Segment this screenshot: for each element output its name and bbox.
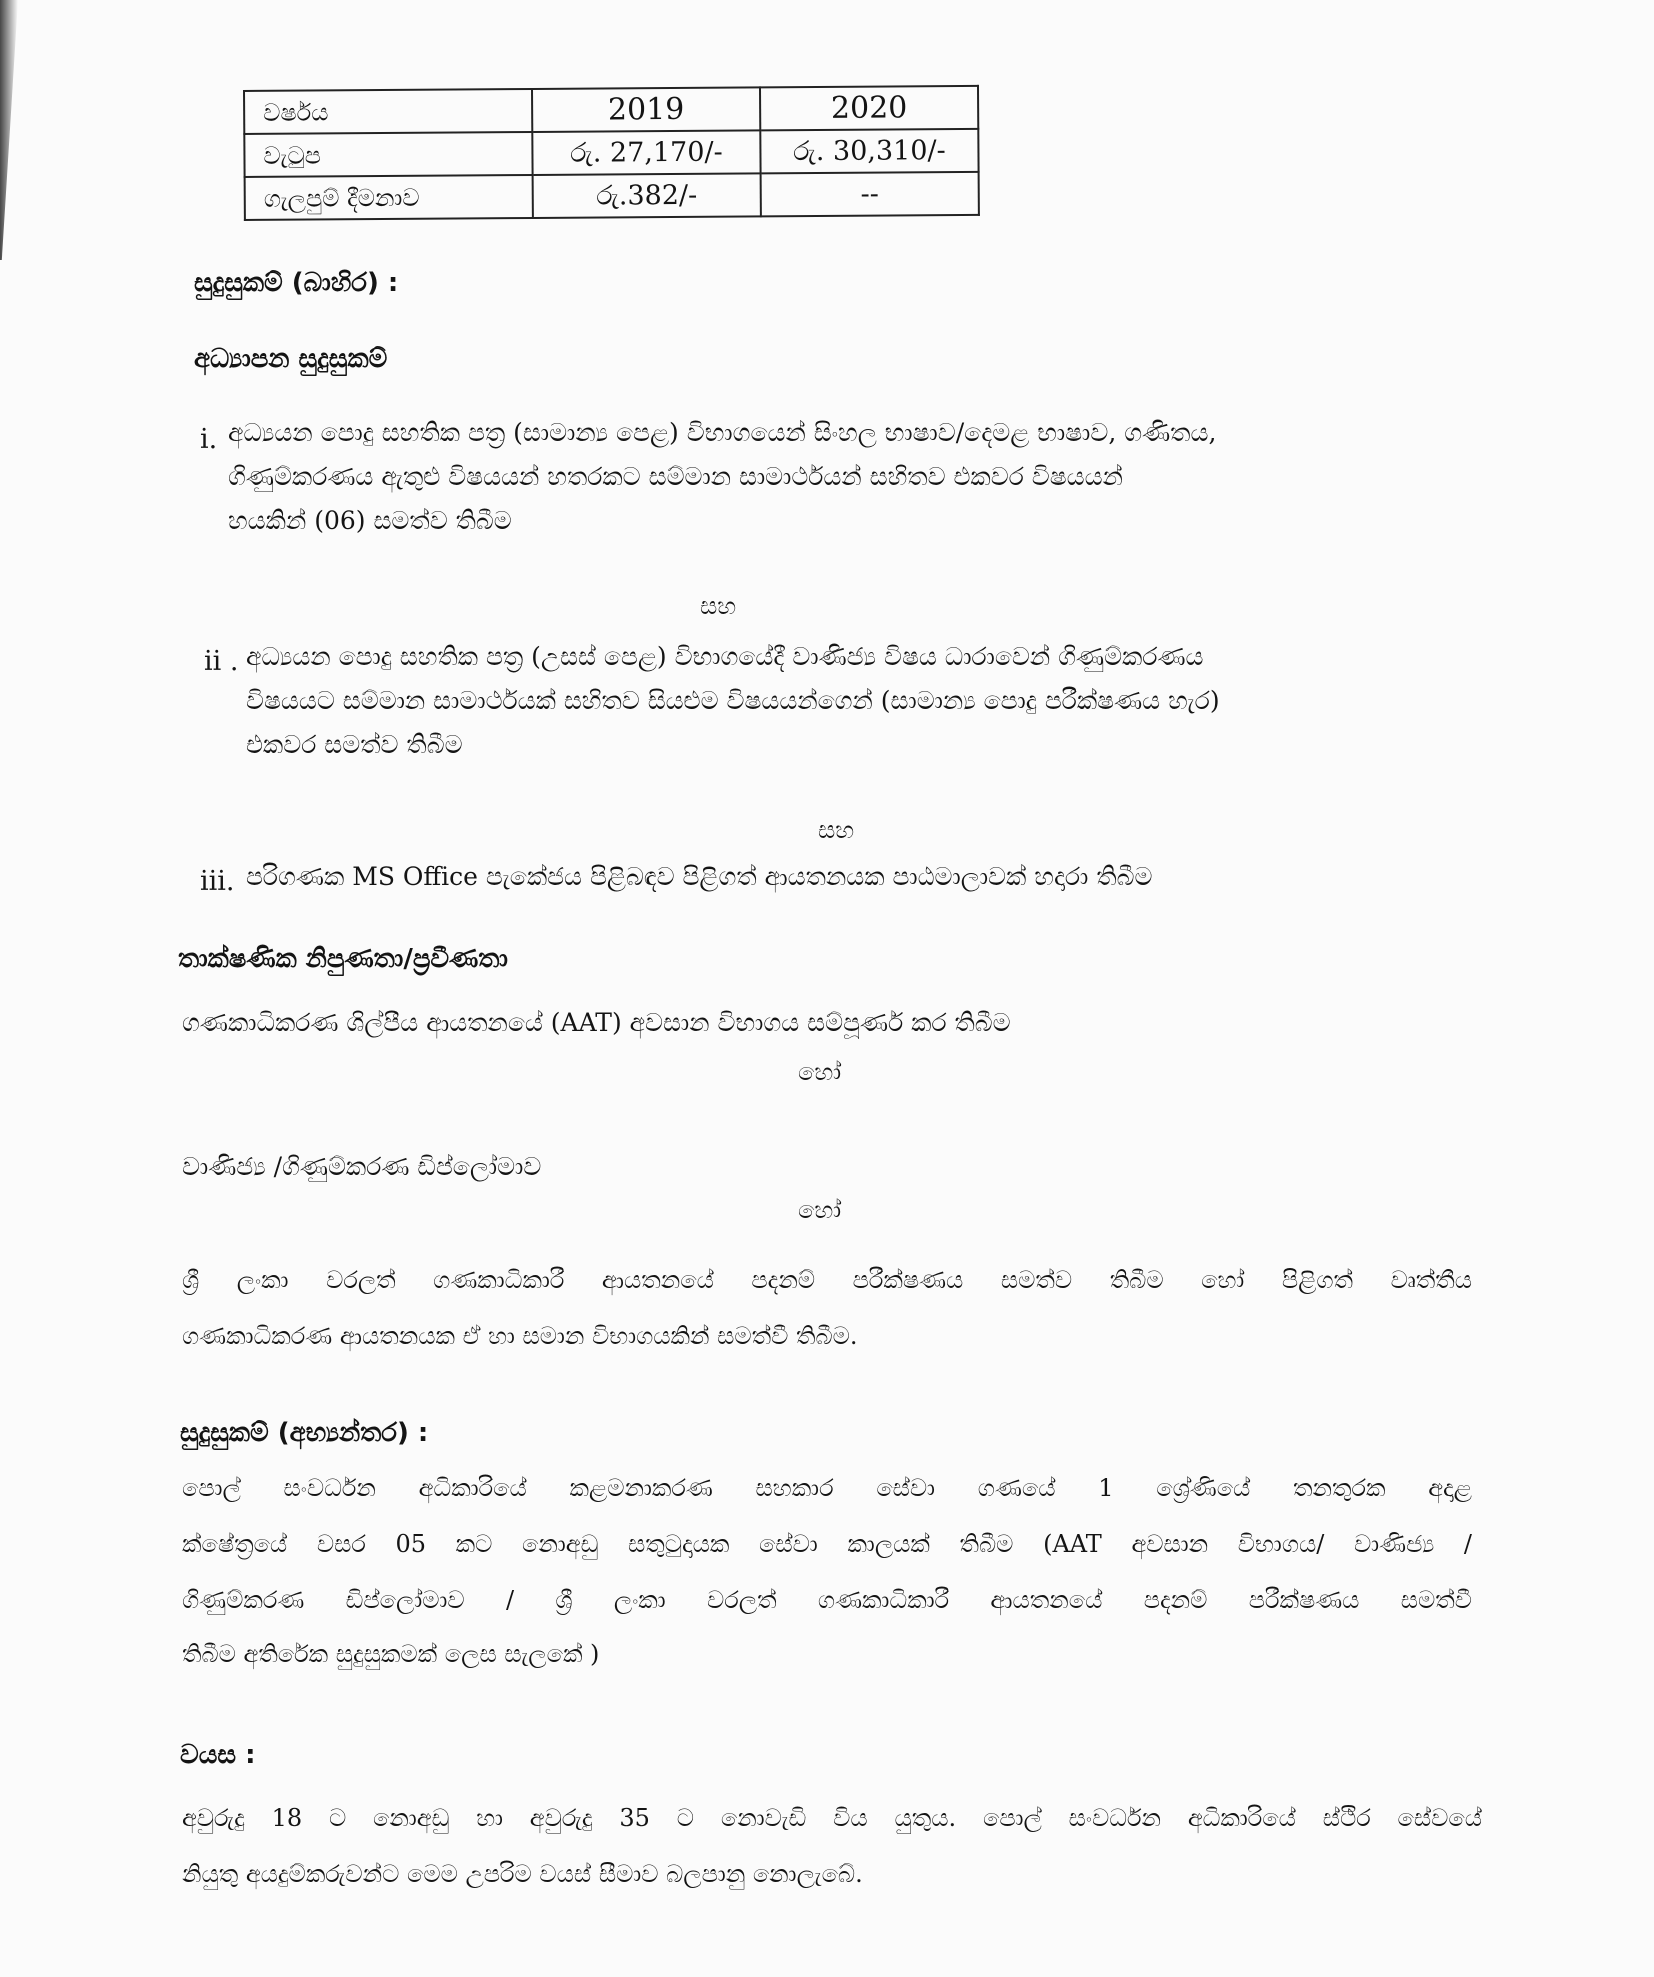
table-cell: -- [761, 172, 979, 217]
table-row [244, 129, 978, 177]
item-number: i. [200, 424, 218, 455]
conjunction-and: සහ [818, 816, 855, 844]
scan-edge-shadow [0, 0, 18, 260]
technical-option-aat: ගණකාධිකරණ ශිල්පීය ආයතනයේ (AAT) අවසාන විභාගය සම්පූර්ණ කර තිබීම [182, 1008, 1011, 1037]
table-row [245, 172, 979, 220]
internal-qualifications-heading: සුදුසුකම් (අභ්‍යන්තර) : [180, 1418, 429, 1448]
item1-line2: ගිණුම්කරණය ඇතුළු විෂයයන් හතරකට සම්මාන සාමාර්ථයන් සහිතව එකවර විෂයයන් [228, 462, 1123, 491]
item2-line2: විෂයයට සම්මාන සාමාර්ථයක් සහිතව සියළුම විෂයයන්ගෙන් (සාමාන්‍ය පොදු පරීක්ෂණය හැර) [246, 686, 1220, 715]
item-number: ii . [204, 646, 239, 677]
item2-line3: එකවර සමත්ව තිබීම [246, 730, 463, 759]
conjunction-and: සහ [700, 592, 737, 620]
table-cell: රු. 27,170/- [532, 130, 760, 175]
table-cell-label: ගැලපුම් දීමනාව [245, 175, 533, 220]
technical-option-diploma: වාණිජ්‍ය /ගිණුම්කරණ ඩිප්ලෝමාව [182, 1152, 542, 1181]
age-line1: අවුරුදු 18 ට නොඅඩු හා අවුරුදු 35 ට නොවැඩි විය යුතුය. පොල් සංවර්ධන අධිකාරියේ ස්ථිර සේවයේ [182, 1804, 1483, 1832]
item3-line1: පරිගණක MS Office පැකේජය පිළිබඳව පිළිගත් ආයතනයක පාඨමාලාවක් හදාරා තිබීම [246, 862, 1153, 891]
technical-option-ca-line1: ශ්‍රී ලංකා වරලත් ගණකාධිකාරී ආයතනයේ පදනම් පරීක්ෂණය සමත්ව තිබීම හෝ පිළිගත් වෘත්තීය [182, 1266, 1472, 1294]
salary-table [243, 85, 980, 221]
table-header-2020: 2020 [760, 86, 978, 131]
age-line2: නියුතු අයදුම්කරුවන්ට මෙම උපරිම වයස් සීමාව බලපානු නොලැබේ. [182, 1860, 863, 1888]
table-row [244, 86, 978, 134]
item1-line1: අධ්‍යයන පොදු සහතික පත්‍ර (සාමාන්‍ය පෙළ) විභාගයෙන් සිංහල භාෂාව/දෙමළ භාෂාව, ගණිතය, [228, 418, 1217, 447]
item1-line3: හයකින් (06) සමත්ව තිබීම [228, 506, 512, 535]
age-heading: වයස : [180, 1740, 256, 1770]
internal-line3: ගිණුම්කරණ ඩිප්ලෝමාව / ශ්‍රී ලංකා වරලත් ගණකාධිකාරී ආයතනයේ පදනම් පරීක්ෂණය සමත්වී [182, 1586, 1472, 1614]
technical-option-ca-line2: ගණකාධිකරණ ආයතනයක ඒ හා සමාන විභාගයකින් සමත්වී තිබීම. [182, 1322, 858, 1350]
table-header-year: වර්ෂය [244, 89, 532, 134]
conjunction-or: හෝ [798, 1058, 842, 1086]
table-cell: රු.382/- [533, 173, 761, 218]
internal-line4: තිබීම අතිරේක සුදුසුකමක් ලෙස සැලකේ ) [182, 1640, 600, 1668]
item-number: iii. [200, 866, 235, 897]
table-cell-label: වැටුප [244, 132, 532, 177]
table-cell: රු. 30,310/- [760, 129, 978, 174]
item2-line1: අධ්‍යයන පොදු සහතික පත්‍ර (උසස් පෙළ) විභාගයේදී වාණිජ්‍ය විෂය ධාරාවෙන් ගිණුම්කරණය [246, 642, 1204, 671]
external-qualifications-heading: සුදුසුකම් (බාහිර) : [194, 268, 399, 298]
internal-line2: ක්ෂේත්‍රයේ වසර 05 කට නොඅඩු සතුටුදායක සේවා කාලයක් තිබීම (AAT අවසාන විභාගය/ වාණිජ්‍ය / [182, 1530, 1472, 1558]
educational-qualifications-heading: අධ්‍යාපන සුදුසුකම් [194, 344, 388, 374]
technical-skills-heading: තාක්ෂණික නිපුණතා/ප්‍රවීණතා [178, 944, 508, 974]
conjunction-or: හෝ [798, 1196, 842, 1224]
table-header-2019: 2019 [532, 87, 760, 132]
internal-line1: පොල් සංවර්ධන අධිකාරියේ කළමනාකරණ සහකාර සේවා ගණයේ 1 ශ්‍රේණියේ තනතුරක අදාළ [182, 1474, 1472, 1502]
